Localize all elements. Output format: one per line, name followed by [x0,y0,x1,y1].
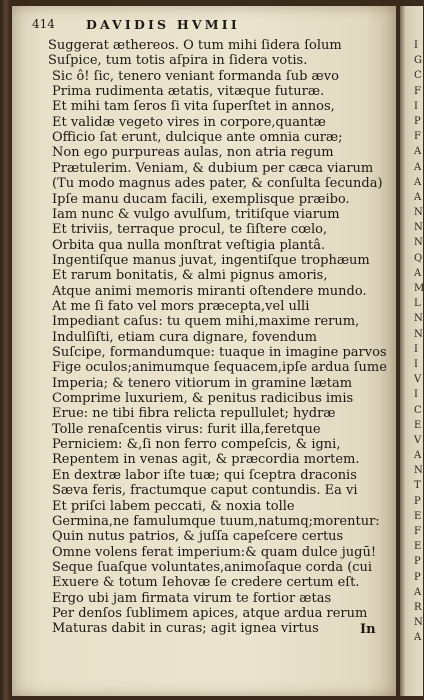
right-page-letter: A [414,450,422,462]
right-page-letter: F [414,131,421,143]
text-line: Ergo ubi jam firmata virum te fortior ætas [52,590,332,606]
right-page-letter: Q [414,252,423,264]
text-line: Seque ſuaſque voluntates,animoſaque corda (cui [52,559,373,575]
right-page-letter: A [414,191,422,203]
right-page-letter: G [414,55,422,67]
text-line: (Tu modo magnus ades pater, & conſulta ſecunda) [52,176,383,192]
text-line: Et rarum bonitatis, & almi pignus amoris, [52,268,328,284]
text-line: Sic ô! ſic, tenero veniant formanda ſub ævo [52,68,339,84]
text-line: Prætulerim. Veniam, & dubium per cæca viarum [52,160,374,176]
text-line: Maturas dabit in curas; agit ignea virtus [52,621,319,637]
right-page-letter: I [414,40,418,51]
right-page-letter: A [414,176,422,188]
right-page-letter: N [414,237,423,249]
catchword: In [360,622,376,637]
right-page-letter: A [414,161,422,173]
text-line: En dextræ labor iſte tuæ; qui ſceptra draconis [52,467,357,483]
text-line: Germina,ne famulumque tuum,natumq;morentur: [52,513,380,529]
right-page-letter: P [414,495,421,507]
text-line: Et priſci labem peccati, & noxia tolle [52,498,295,514]
text-line: At me ſi fato vel mors præcepta,vel ulli [52,298,310,314]
right-page-letter: I [414,389,418,401]
right-page-letter: I [414,358,418,370]
right-page-letter: A [414,146,422,158]
text-line: Atque animi memoris miranti oſtendere mundo. [52,283,367,299]
text-line: Fige oculos;animumque ſequacem,ipſe ardua ſume [52,360,387,376]
text-line: Ingentiſque manus juvat, ingentiſque trophæum [52,252,370,268]
text-line: Non ego purpureas aulas, non atria regum [52,145,334,161]
text-line: Per denſos ſublimem apices, atque ardua rerum [52,605,368,621]
right-page-letter: P [414,571,421,583]
right-page-letter: N [414,313,423,325]
text-line: Indulſiſti, etiam cura dignare, fovendum [52,329,317,345]
text-line: Iam nunc & vulgo avulſum, tritiſque viarum [52,206,340,222]
right-page-letter: I [414,343,418,355]
right-page-letter: E [414,541,422,553]
right-page-letter: C [414,404,422,416]
text-line: Perniciem: &,ſi non ferro compeſcis, & igni, [52,437,341,453]
page-number: 414 [32,17,55,31]
text-line: Comprime luxuriem, & penitus radicibus imis [52,391,354,407]
right-page-letter: E [414,510,422,522]
right-page-letter: E [414,419,422,431]
text-line: Et validæ vegeto vires in corpore,quantæ [52,114,326,130]
right-page-letter: V [414,434,422,446]
text-line: Imperia; & tenero vitiorum in gramine lætam [52,375,353,391]
text-line: Repentem in venas agit, & præcordia mortem. [52,452,360,468]
right-page-letter: N [414,328,423,340]
text-line: Et mihi tam ſeros ſi vita ſuperſtet in annos, [52,99,335,115]
text-line: Quin nutus patrios, & juſſa capeſcere certus [52,529,344,545]
right-page-letter: F [414,85,421,97]
right-page-letter: C [414,70,422,82]
text-line: Officio ſat erunt, dulcique ante omnia curæ; [52,130,343,146]
text-line: Et triviis, terraque procul, te ſiſtere cœlo, [52,222,328,238]
text-line: Omne volens ferat imperium:& quam dulce jugū! [52,544,377,560]
right-page-letter: T [414,480,421,492]
text-line: Ipſe manu ducam facili, exemplisque præibo. [52,191,350,207]
right-page-letter: P [414,115,421,127]
right-page-letter: A [414,586,422,598]
right-page-letter: N [414,207,423,219]
text-line: Exuere & totum Iehovæ ſe credere certum eſt. [52,575,360,591]
text-line: Suggerat æthereos. O tum mihi ſidera ſolum [48,38,342,53]
right-page-letter: N [414,617,423,629]
right-page-letter: I [414,100,418,112]
text-line: Suſpice, tum totis aſpira in ſidera votis. [48,53,308,69]
running-title: DAVIDIS HVMII [86,17,240,32]
right-page-letter: F [414,526,421,537]
text-line: Tolle renaſcentis virus: furit illa,feretque [52,421,321,437]
text-line: Prima rudimenta ætatis, vitæque futuræ. [52,84,325,100]
text-line: Suſcipe, formandumque: tuaque in imagine parvos [52,345,387,360]
text-line: Sæva feris, fractumque caput contundis. Ea vi [52,483,358,499]
text-line: Erue: ne tibi fibra relicta repullulet; hydræ [52,406,336,422]
right-page-letter: R [414,601,422,613]
right-page-letter: V [414,374,422,386]
right-page-letter: A [414,267,422,279]
right-page-letter: N [414,465,423,477]
right-page-letter: A [414,632,422,644]
text-line: Impediant caſus: tu quem mihi,maxime rerum, [52,314,360,330]
page-header [32,17,382,35]
right-page-fragments [414,38,423,646]
right-page-letter: M [414,283,424,294]
right-page-letter: L [414,298,421,310]
right-page-letter: N [414,222,423,234]
right-page-letter: P [414,556,421,568]
text-line: Orbita qua nulla monſtrat veſtigia plantâ. [52,237,326,253]
